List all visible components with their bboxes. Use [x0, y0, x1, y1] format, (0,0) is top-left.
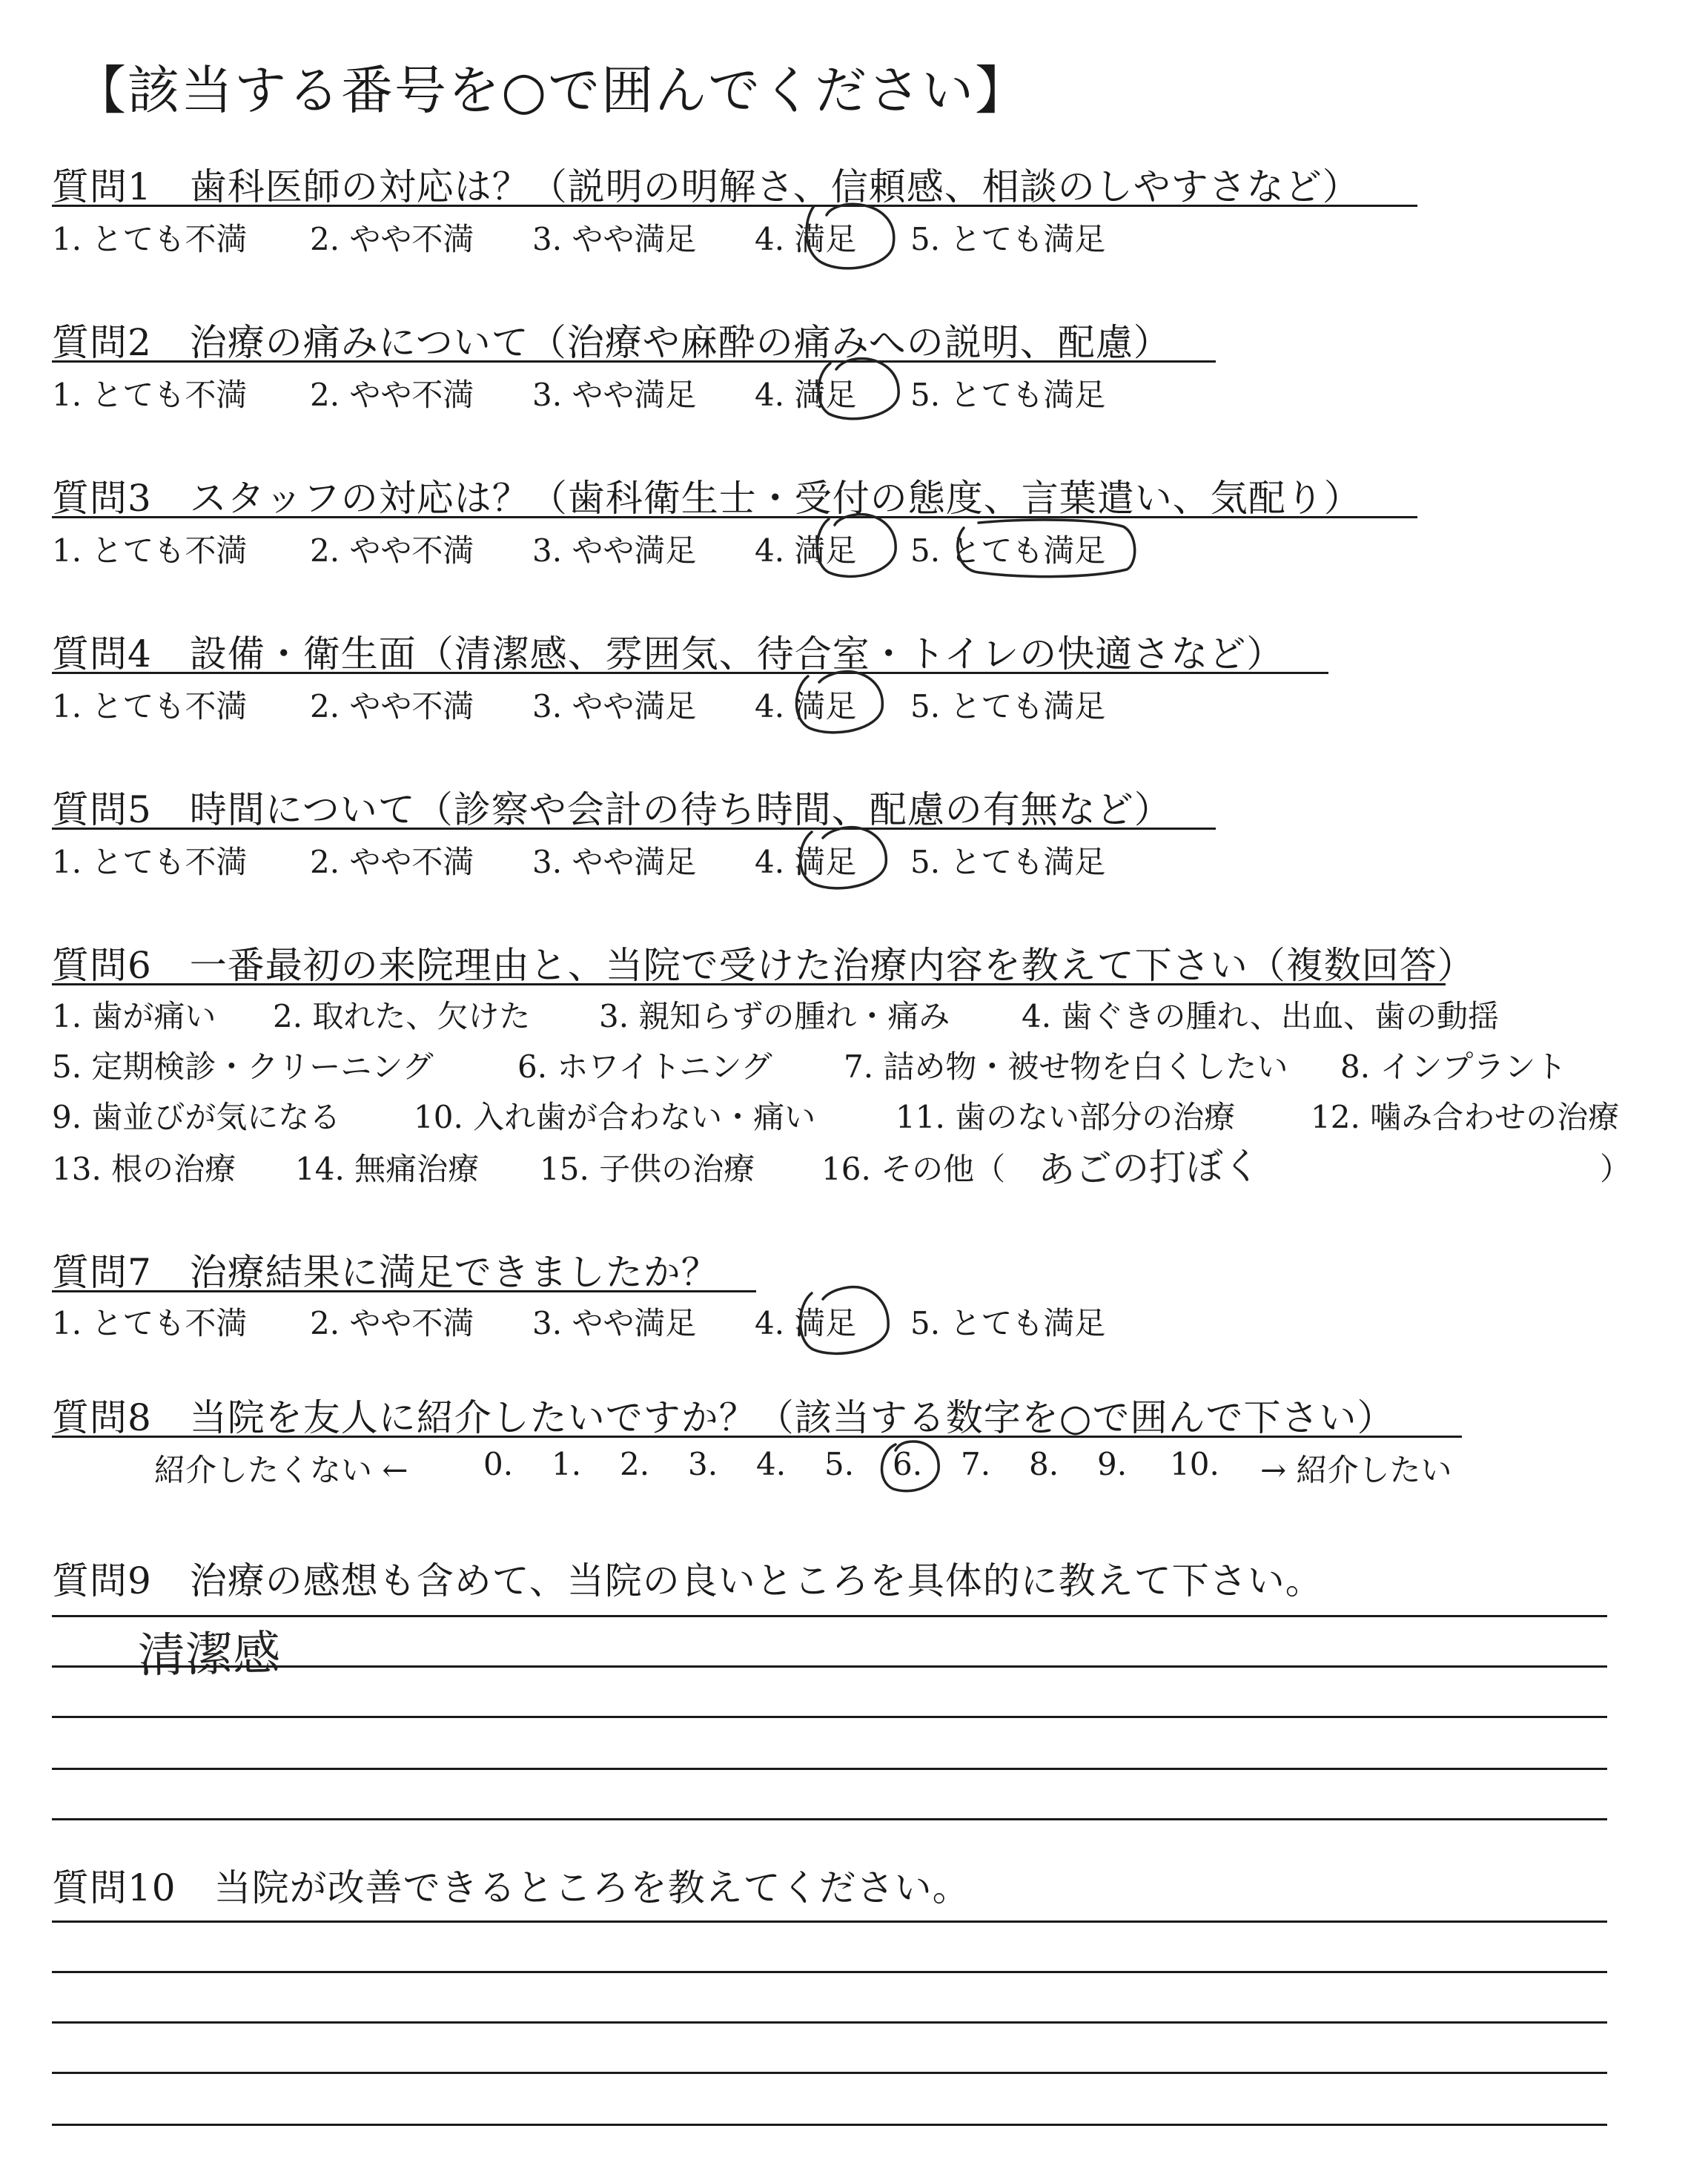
- option-5[interactable]: 5. とても満足: [910, 532, 1106, 569]
- reason-option[interactable]: 11. 歯のない部分の治療: [896, 1099, 1236, 1135]
- question-4-title: 質問4 設備・衛生面（清潔感、雰囲気、待合室・トイレの快適さなど）: [52, 633, 1285, 676]
- question-1-rule: [52, 205, 1417, 207]
- scale-number[interactable]: 2.: [620, 1446, 650, 1482]
- answer-line: [52, 1615, 1607, 1617]
- answer-line: [52, 1920, 1607, 1923]
- answer-line: [52, 2072, 1607, 2074]
- scale-number[interactable]: 6.: [893, 1446, 923, 1482]
- option-2[interactable]: 2. やや不満: [310, 1305, 474, 1341]
- option-1[interactable]: 1. とても不満: [52, 377, 248, 413]
- option-3[interactable]: 3. やや満足: [532, 844, 697, 880]
- answer-line: [52, 2021, 1607, 2024]
- option-3[interactable]: 3. やや満足: [532, 1305, 697, 1341]
- question-2-title: 質問2 治療の痛みについて（治療や麻酔の痛みへの説明、配慮）: [52, 321, 1171, 364]
- option-4[interactable]: 4. 満足: [755, 377, 857, 413]
- option-2[interactable]: 2. やや不満: [310, 221, 474, 257]
- question-3-rule: [52, 516, 1417, 518]
- option-4[interactable]: 4. 満足: [755, 532, 857, 569]
- option-3[interactable]: 3. やや満足: [532, 221, 697, 257]
- answer-line: [52, 1971, 1607, 1973]
- answer-line: [52, 1716, 1607, 1718]
- answer-line: [52, 1818, 1607, 1820]
- option-4[interactable]: 4. 満足: [755, 1305, 857, 1341]
- option-1[interactable]: 1. とても不満: [52, 844, 248, 880]
- reason-option[interactable]: 7. 詰め物・被せ物を白くしたい: [844, 1048, 1288, 1085]
- option-4[interactable]: 4. 満足: [755, 221, 857, 257]
- option-2[interactable]: 2. やや不満: [310, 377, 474, 413]
- option-1[interactable]: 1. とても不満: [52, 221, 248, 257]
- scale-number[interactable]: 0.: [483, 1446, 514, 1482]
- scale-number[interactable]: 9.: [1097, 1446, 1128, 1482]
- option-5[interactable]: 5. とても満足: [910, 688, 1106, 724]
- question-3-title: 質問3 スタッフの対応は？（歯科衛生士・受付の態度、言葉遣い、気配り）: [52, 477, 1362, 520]
- scale-number[interactable]: 1.: [552, 1446, 582, 1482]
- scale-number[interactable]: 7.: [961, 1446, 991, 1482]
- scale-number[interactable]: 4.: [756, 1446, 787, 1482]
- option-5[interactable]: 5. とても満足: [910, 377, 1106, 413]
- reason-option[interactable]: 10. 入れ歯が合わない・痛い: [414, 1099, 816, 1135]
- scale-right-label: → 紹介したい: [1260, 1452, 1452, 1488]
- question-6-title: 質問6 一番最初の来院理由と、当院で受けた治療内容を教えて下さい（複数回答）: [52, 944, 1475, 987]
- question-6-rule: [52, 983, 1446, 985]
- option-5[interactable]: 5. とても満足: [910, 1305, 1106, 1341]
- reason-option[interactable]: 12. 噛み合わせの治療: [1311, 1099, 1620, 1135]
- reason-option-other[interactable]: 16. その他（: [821, 1151, 1006, 1187]
- option-4[interactable]: 4. 満足: [755, 844, 857, 880]
- question-8-title: 質問8 当院を友人に紹介したいですか？（該当する数字を○で囲んで下さい）: [52, 1396, 1395, 1439]
- reason-option[interactable]: 9. 歯並びが気になる: [52, 1099, 341, 1135]
- option-5[interactable]: 5. とても満足: [910, 844, 1106, 880]
- option-2[interactable]: 2. やや不満: [310, 844, 474, 880]
- option-1[interactable]: 1. とても不満: [52, 688, 248, 724]
- option-2[interactable]: 2. やや不満: [310, 688, 474, 724]
- question-5-title: 質問5 時間について（診察や会計の待ち時間、配慮の有無など）: [52, 788, 1172, 831]
- question-7-title: 質問7 治療結果に満足できましたか？: [52, 1251, 719, 1294]
- answer-line: [52, 2124, 1607, 2126]
- q9-answer-handwriting: 清潔感: [137, 1626, 281, 1684]
- other-answer-handwriting: あごの打ぼく: [1037, 1144, 1261, 1192]
- option-3[interactable]: 3. やや満足: [532, 688, 697, 724]
- option-3[interactable]: 3. やや満足: [532, 377, 697, 413]
- question-5-rule: [52, 828, 1216, 830]
- reason-option[interactable]: 8. インプラント: [1340, 1048, 1567, 1085]
- question-8-rule: [52, 1436, 1462, 1438]
- reason-option[interactable]: 14. 無痛治療: [295, 1151, 480, 1187]
- option-5[interactable]: 5. とても満足: [910, 221, 1106, 257]
- answer-line: [52, 1665, 1607, 1668]
- reason-option[interactable]: 15. 子供の治療: [540, 1151, 755, 1187]
- scale-number[interactable]: 5.: [824, 1446, 855, 1482]
- question-7-rule: [52, 1290, 756, 1292]
- option-3[interactable]: 3. やや満足: [532, 532, 697, 569]
- reason-option[interactable]: 3. 親知らずの腫れ・痛み: [599, 998, 950, 1034]
- scale-left-label: 紹介したくない ←: [154, 1452, 408, 1488]
- question-10-title: 質問10 当院が改善できるところを教えてください。: [52, 1866, 970, 1909]
- page-title: 【該当する番号を○で囲んでください】: [74, 60, 1029, 121]
- question-2-rule: [52, 360, 1216, 363]
- option-1[interactable]: 1. とても不満: [52, 1305, 248, 1341]
- option-2[interactable]: 2. やや不満: [310, 532, 474, 569]
- question-4-rule: [52, 672, 1328, 674]
- scale-number[interactable]: 8.: [1029, 1446, 1059, 1482]
- reason-option[interactable]: 4. 歯ぐきの腫れ、出血、歯の動揺: [1022, 998, 1499, 1034]
- reason-option[interactable]: 6. ホワイトニング: [517, 1048, 772, 1085]
- reason-option[interactable]: 1. 歯が痛い: [52, 998, 216, 1034]
- option-4[interactable]: 4. 満足: [755, 688, 857, 724]
- other-close-paren: ）: [1600, 1151, 1632, 1187]
- option-1[interactable]: 1. とても不満: [52, 532, 248, 569]
- scale-number[interactable]: 3.: [688, 1446, 718, 1482]
- scale-number[interactable]: 10.: [1170, 1446, 1219, 1482]
- reason-option[interactable]: 5. 定期検診・クリーニング: [52, 1048, 434, 1085]
- reason-option[interactable]: 13. 根の治療: [52, 1151, 236, 1187]
- reason-option[interactable]: 2. 取れた、欠けた: [273, 998, 531, 1034]
- answer-line: [52, 1768, 1607, 1770]
- question-1-title: 質問1 歯科医師の対応は？（説明の明解さ、信頼感、相談のしやすさなど）: [52, 165, 1360, 208]
- question-9-title: 質問9 治療の感想も含めて、当院の良いところを具体的に教えて下さい。: [52, 1559, 1323, 1602]
